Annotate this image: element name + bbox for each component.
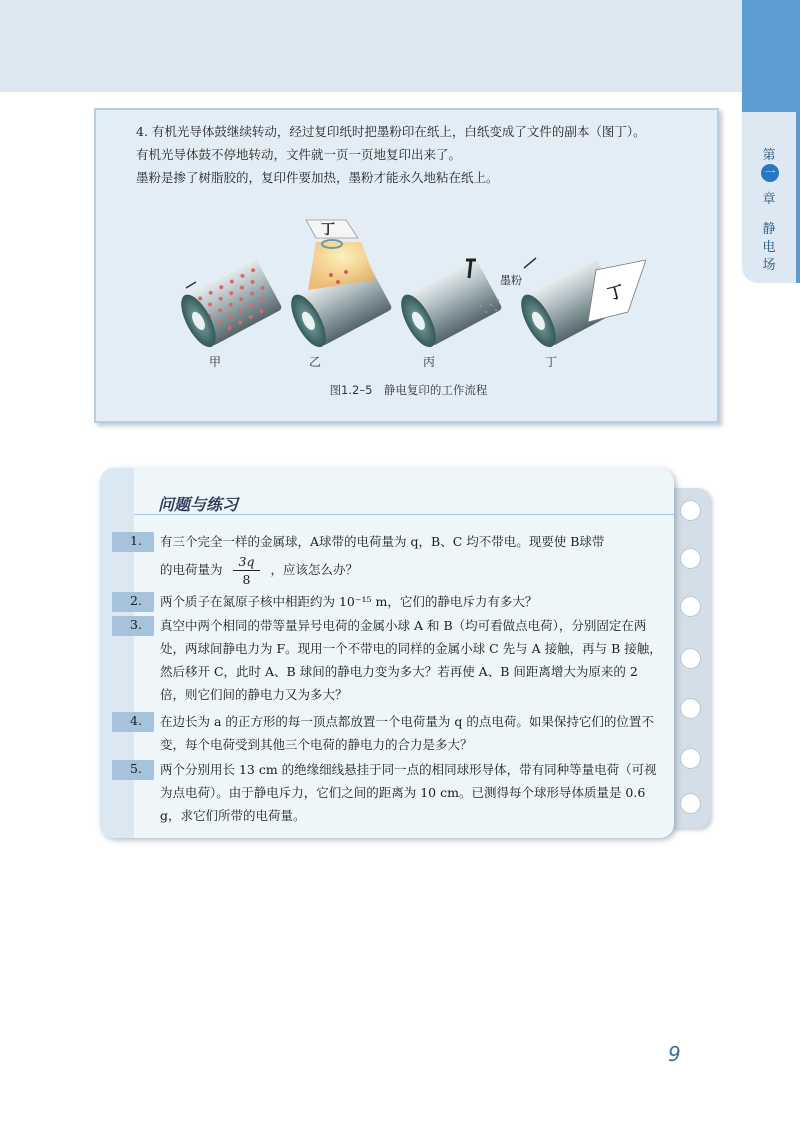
- question-text: 两个质子在氮原子核中相距约为 10⁻¹⁵ m，它们的静电斥力有多大？: [160, 594, 538, 609]
- figure-box: [94, 108, 719, 423]
- drum-label-jia: 甲: [208, 355, 221, 369]
- exercises-title: 问题与练习: [158, 495, 239, 514]
- top-band: [0, 0, 800, 92]
- exercises-left-strip: [100, 468, 134, 838]
- ring-binder-tab: [670, 488, 710, 828]
- question-1-line-2: [160, 553, 665, 588]
- drum-label-ding: 丁: [544, 355, 557, 369]
- chapter-prefix: 第: [762, 148, 776, 163]
- drum-ding: [514, 258, 646, 352]
- binder-ring: [680, 748, 701, 769]
- drum-yi: [284, 220, 392, 352]
- figure-caption: 图1.2–5 静电复印的工作流程: [329, 383, 488, 397]
- question-text: 在边长为 a 的正方形的每一顶点都放置一个电荷量为 q 的点电荷。如果保持它们的位置不变，每个电荷受到其他三个电荷的静电力的合力是多大？: [160, 714, 654, 752]
- binder-ring: [680, 648, 701, 669]
- chapter-title-2: 电: [762, 240, 776, 255]
- question-number: 3.: [130, 617, 142, 632]
- exercises-box: [100, 468, 674, 838]
- drum-label-yi: 乙: [308, 355, 321, 369]
- drum-illustration: [176, 210, 646, 370]
- question-text: 真空中两个相同的带等量异号电荷的金属小球 A 和 B（均可看做点电荷），分别固定在两处，两球间静电力为 F。现用一个不带电的同样的金属小球 C 先与 A 接触，再与 B 接触，然后移开 C，此时 A、B 球间的静电力变为多大？若再使 A、B 间距离增大为原来的 2 倍，则它们间的静电力又为多大？: [160, 618, 662, 702]
- copy-document-glyph: 丁: [605, 281, 626, 304]
- chapter-tab: [742, 0, 800, 283]
- figure-paragraph-1: 4. 有机光导体鼓继续转动，经过复印纸时把墨粉印在纸上，白纸变成了文件的副本（图丁）。: [136, 124, 646, 139]
- binder-ring: [680, 548, 701, 569]
- exercises-title-rule: [134, 514, 674, 515]
- question-number: 4.: [130, 713, 142, 728]
- drum-bing: [394, 258, 522, 352]
- chapter-title-3: 场: [762, 258, 776, 273]
- question-1-pre: 的电荷量为: [160, 562, 223, 577]
- binder-ring: [680, 793, 701, 814]
- fraction-numerator: 3q: [233, 553, 261, 571]
- chapter-tab-inner: [742, 112, 800, 283]
- figure-paragraph-2: 有机光导体鼓不停地转动，文件就一页一页地复印出来了。: [136, 147, 462, 162]
- fraction-denominator: 8: [242, 572, 251, 587]
- question-1-post: ，应该怎么办？: [270, 562, 358, 577]
- question-text: 两个分别用长 13 cm 的绝缘细线悬挂于同一点的相同球形导体，带有同种等量电荷（可视为点电荷）。由于静电斥力，它们之间的距离为 10 cm。已测得每个球形导体质量是 0.6 g，求它们所带的电荷量。: [160, 762, 657, 823]
- drum-jia: [176, 258, 283, 352]
- binder-ring: [680, 596, 701, 617]
- fraction: [233, 553, 261, 588]
- chapter-title-1: 静: [762, 222, 776, 237]
- original-document-glyph: 丁: [321, 222, 335, 238]
- chapter-number: 一: [761, 164, 779, 182]
- question-number: 2.: [130, 593, 142, 608]
- drum-label-bing: 丙: [422, 355, 435, 369]
- toner-label: 墨粉: [500, 274, 522, 287]
- binder-ring: [680, 500, 701, 521]
- binder-ring: [680, 698, 701, 719]
- figure-paragraph-3: 墨粉是掺了树脂胶的，复印件要加热，墨粉才能永久地粘在纸上。: [136, 170, 499, 185]
- question-number: 1.: [130, 533, 142, 548]
- question-1-line-1: 有三个完全一样的金属球，A球带的电荷量为 q，B、C 均不带电。现要使 B球带: [160, 534, 605, 549]
- figure-text: [136, 120, 716, 189]
- page-number: 9: [668, 1042, 681, 1066]
- question-number: 5.: [130, 761, 142, 776]
- chapter-suffix: 章: [762, 192, 776, 207]
- question-text: [160, 530, 665, 588]
